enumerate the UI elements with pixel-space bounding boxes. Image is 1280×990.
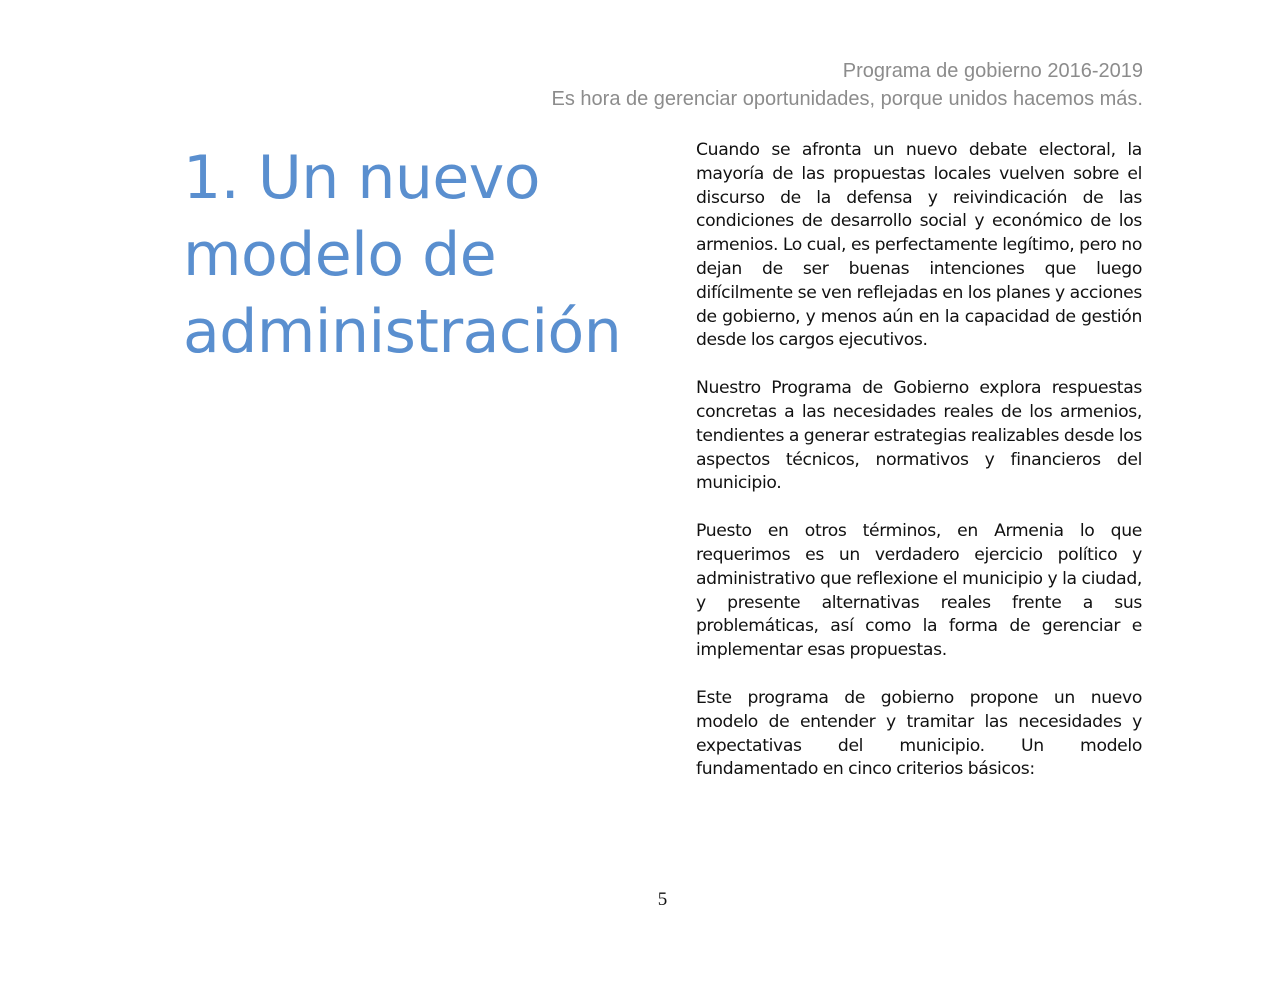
body-paragraph: Este programa de gobierno propone un nuevo modelo de entender y tramitar las necesidades y expectativas del municipio. Un modelo fundamentado en cinco criterios básicos: [696,687,1142,780]
body-paragraph: Cuando se afronta un nuevo debate electoral, la mayoría de las propuestas locales vuelven sobre el discurso de la defensa y reivindicación de las condiciones de desarrollo social y económico de los armenios. Lo cual, es perfectamente legítimo, pero no dejan de ser buenas intenciones que luego difícilmente se ven reflejadas en los planes y acciones de gobierno, y menos aún en la capacidad de gestión desde los cargos ejecutivos. [696,140,1142,351]
body-paragraph: Puesto en otros términos, en Armenia lo que requerimos es un verdadero ejercicio político y administrativo que reflexione el municipio y la ciudad, y presente alternativas reales frente a sus problemáticas, así como la forma de gerenciar e implementar esas propuestas. [696,521,1142,661]
page-number: 5 [657,889,668,910]
header-program-title: Programa de gobierno 2016-2019 [842,60,1143,82]
running-header [552,57,1143,113]
chapter-title: 1. Un nuevo modelo de administración [183,143,622,367]
body-text-column [696,139,1142,806]
body-paragraph: Nuestro Programa de Gobierno explora respuestas concretas a las necesidades reales de los armenios, tendientes a generar estrategias realizables desde los aspectos técnicos, normativos y financieros del municipio. [696,378,1142,494]
header-slogan: Es hora de gerenciar oportunidades, porque unidos hacemos más. [551,88,1143,110]
